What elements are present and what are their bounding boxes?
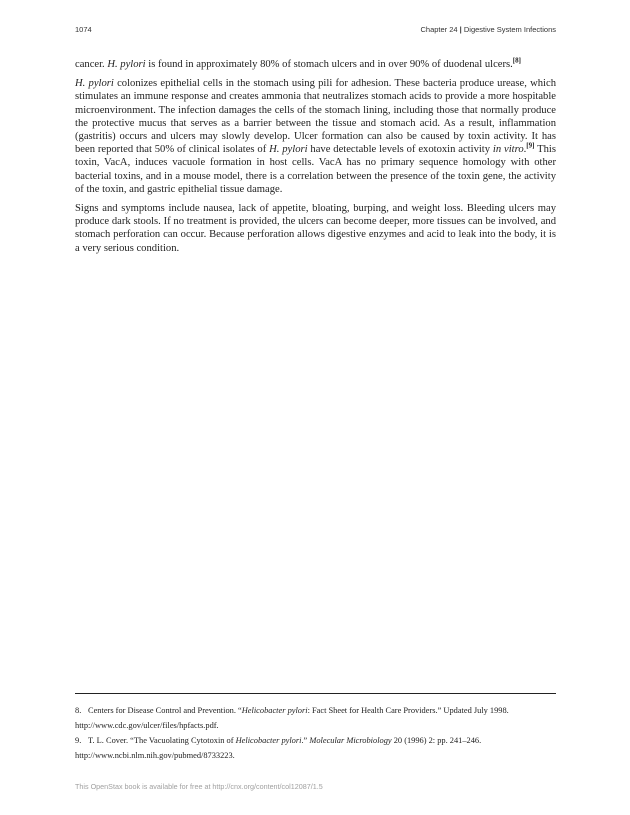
text-run: Centers for Disease Control and Prevention. “ (88, 706, 242, 715)
paragraph-1 (75, 58, 556, 71)
species-name: H. pylori (269, 144, 308, 156)
footnote-8 (75, 703, 556, 718)
paragraph-3: Signs and symptoms include nausea, lack of appetite, bloating, burping, and weight loss. Bleeding ulcers may produce dark stools. If no treatment is provided, the ulcers can become deeper, more tissues can be involved, and stomach perforation can occur. Because perforation allows digestive enzymes and acid to leak into the body, it is a very serious condition. (75, 203, 556, 254)
footnote-divider (75, 693, 556, 694)
page-number: 1074 (75, 25, 92, 34)
citation-ref-9[interactable]: [9] (526, 141, 535, 150)
main-text (75, 58, 556, 261)
header-separator: | (457, 25, 464, 34)
text-run: . (523, 144, 527, 156)
latin-term: in vitro (492, 144, 524, 156)
text-run: cancer. (75, 59, 108, 70)
species-name: H. pylori (75, 78, 114, 90)
text-run: This toxin, VacA, induces vacuole formation in host cells. VacA has no primary sequence homology with other bacterial toxins, and in a mouse model, there is a correlation between the presence of the toxin gene, the activity of the toxin, and gastric epithelial tissue damage. (75, 144, 556, 195)
text-run: is found in approximately 80% of stomach ulcers and in over 90% of duodenal ulcers. (145, 59, 513, 70)
chapter-label: Chapter 24 (420, 25, 458, 34)
species-name: Helicobacter pylori (235, 736, 302, 745)
text-run: colonizes epithelial cells in the stomach using pili for adhesion. These bacteria produce urease, which stimulates an immune response and creates ammonia that neutralizes stomach acids to provide a more hospitable microenvironment. The infection damages the cells of the stomach lining, including those that normally produce the protective mucus that serves as a barrier between the tissue and stomach acid. As a result, inflammation (gastritis) occurs and ulcers may slowly develop. Ulcer formation can also be caused by toxin activity. It has been reported that 50% of clinical isolates of (75, 78, 556, 156)
text-run: have detectable levels of exotoxin activity (307, 144, 493, 156)
footnote-number: 8. (75, 706, 82, 715)
chapter-title: Digestive System Infections (463, 25, 556, 34)
text-run: .” (301, 736, 310, 745)
footnote-9-url[interactable]: http://www.ncbi.nlm.nih.gov/pubmed/8733223. (75, 751, 235, 760)
species-name: H. pylori (107, 59, 146, 70)
text-run: : Fact Sheet for Health Care Providers.” Updated July 1998. (307, 706, 509, 715)
page-footer: This OpenStax book is available for free at http://cnx.org/content/col12087/1.5 (75, 782, 323, 791)
journal-title: Molecular Microbiology (309, 736, 392, 745)
footnote-number: 9. (75, 736, 82, 745)
paragraph-2 (75, 77, 556, 196)
text-run: 20 (1996) 2: pp. 241–246. (391, 736, 482, 745)
footnotes (75, 703, 556, 763)
citation-ref-8[interactable]: [8] (512, 56, 521, 65)
species-name: Helicobacter pylori (241, 706, 308, 715)
footnote-8-url[interactable]: http://www.cdc.gov/ulcer/files/hpfacts.pdf. (75, 721, 219, 730)
chapter-heading (420, 25, 556, 34)
text-run: T. L. Cover. “The Vacuolating Cytotoxin of (88, 736, 236, 745)
footnote-9 (75, 733, 556, 748)
